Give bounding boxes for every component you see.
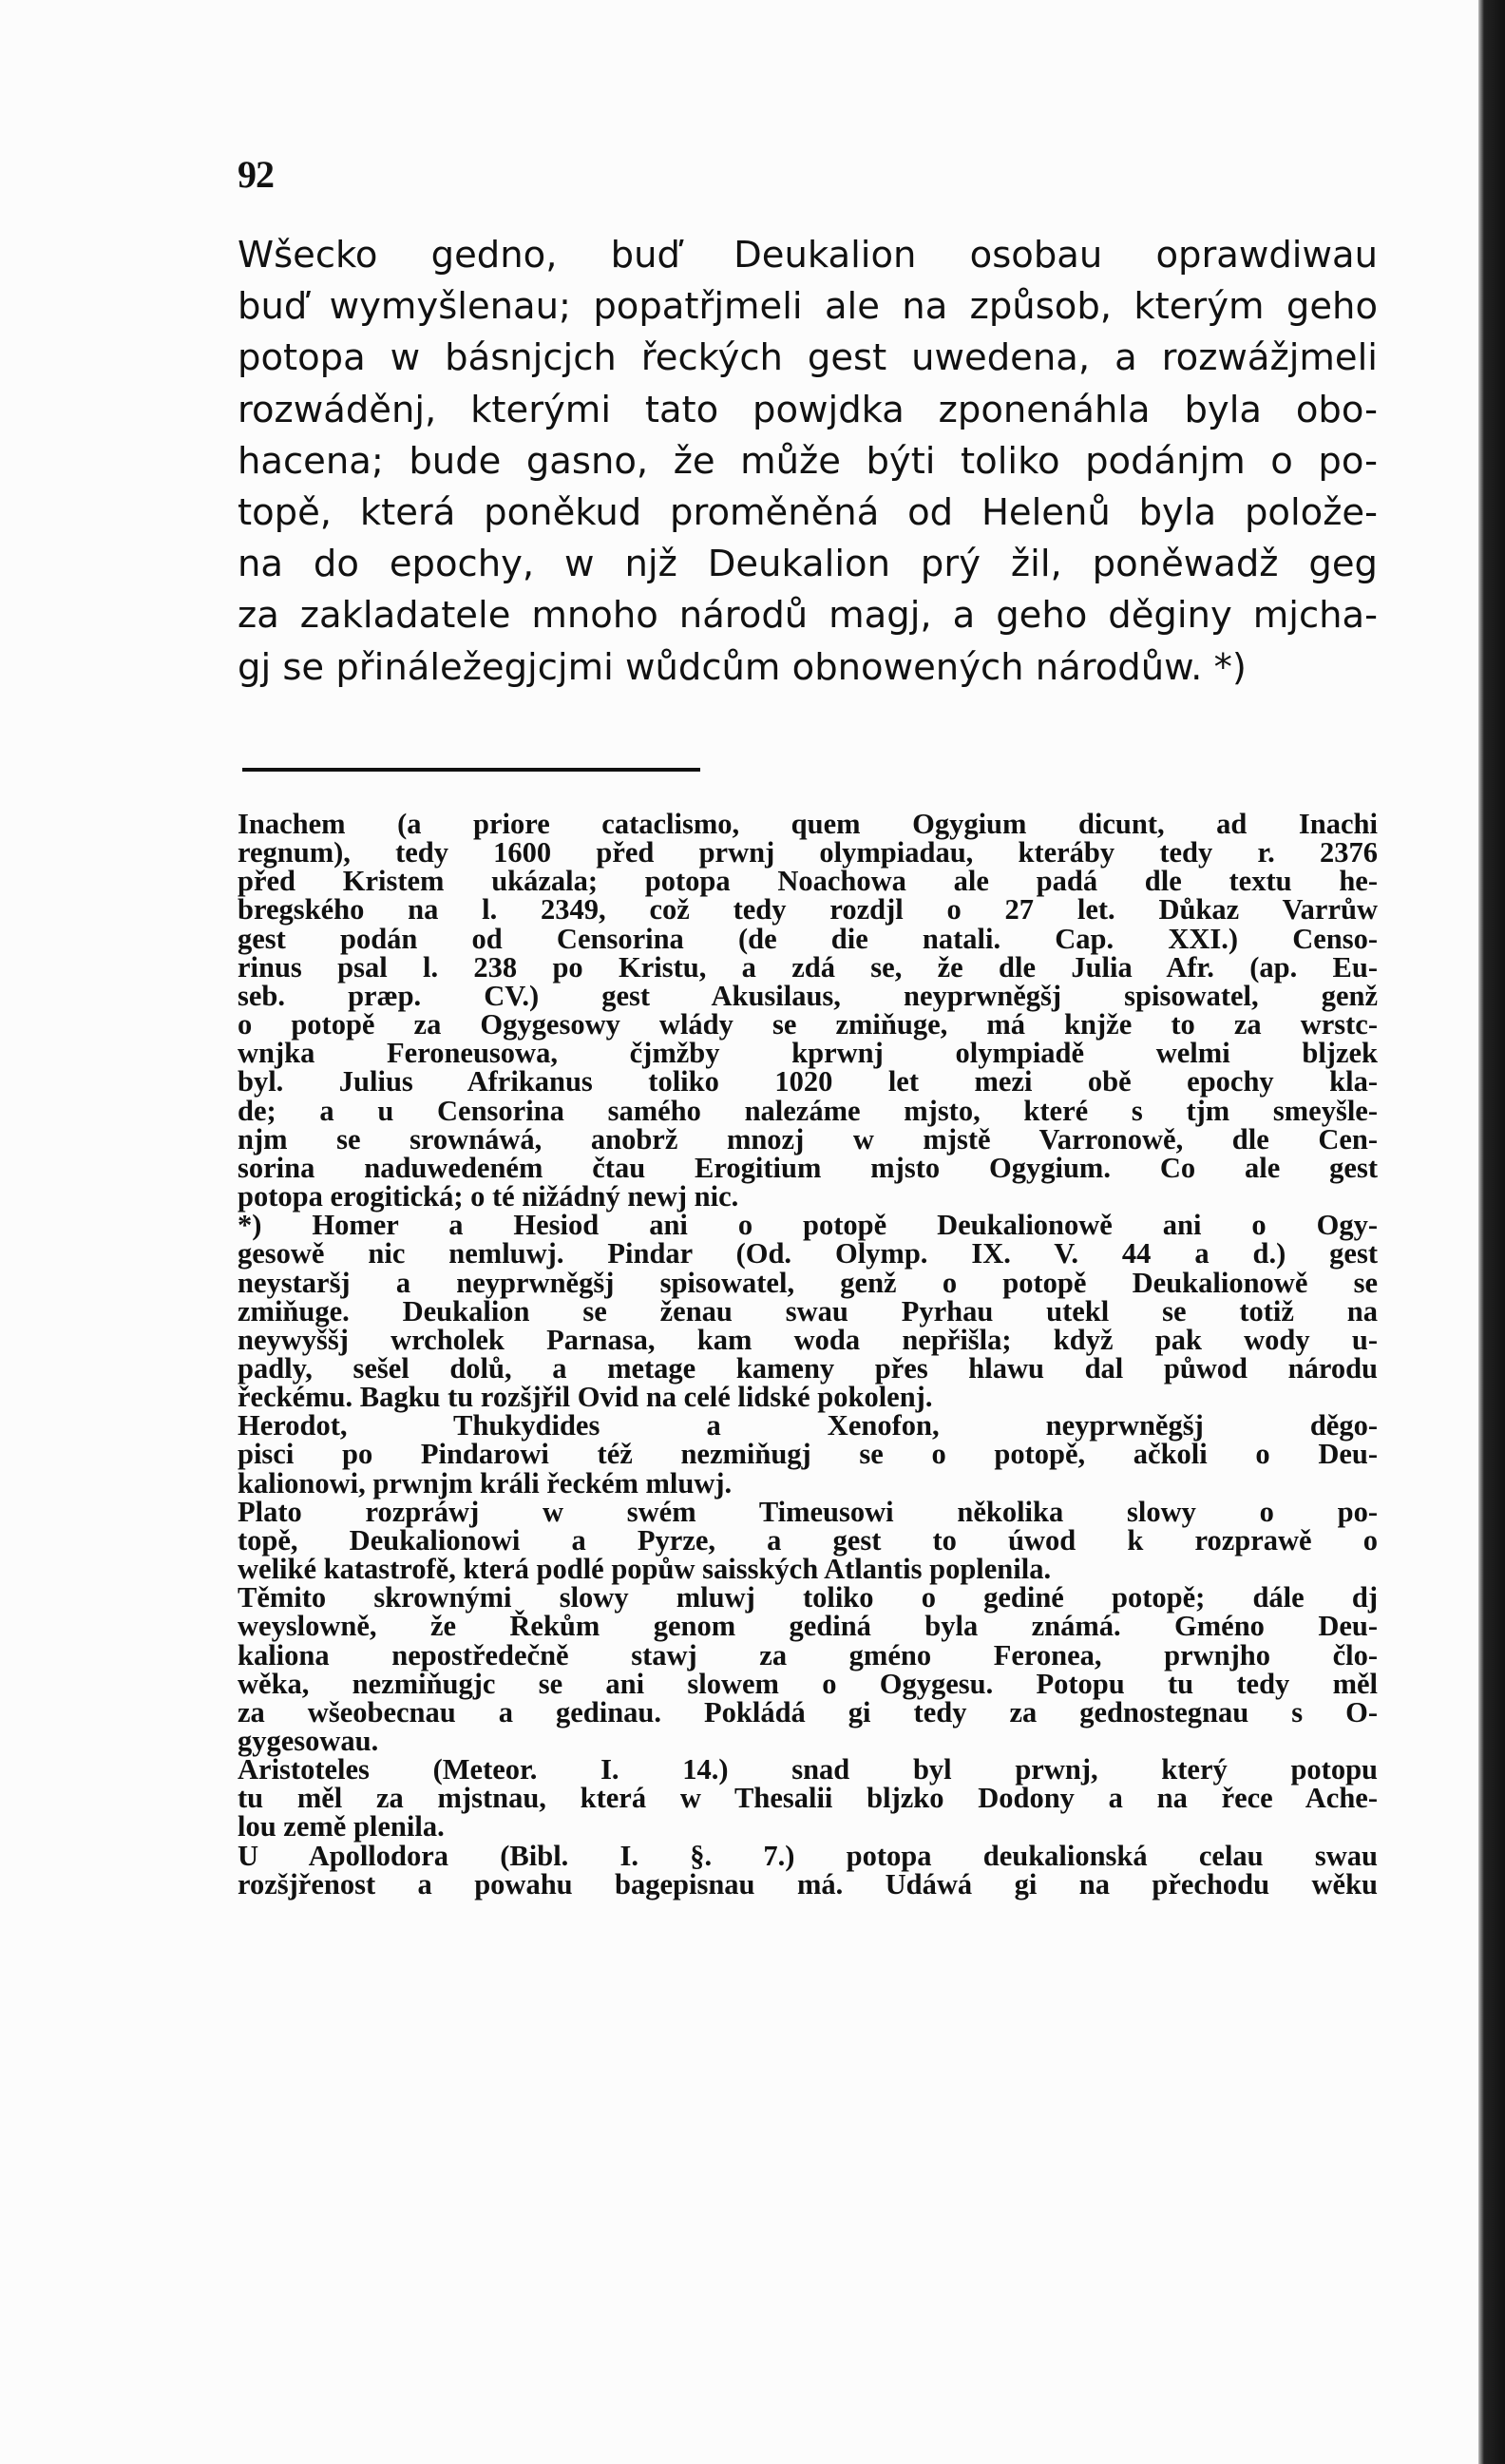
footnote-line: Herodot, Thukydides a Xenofon, neyprwněgšj děgo- <box>238 1409 1378 1442</box>
main-line: za zakladatele mnoho národů magj, a geho děginy mjcha- <box>238 594 1378 638</box>
footnote-line: gesowě nic nemluwj. Pindar (Od. Olymp. IX. V. 44 a d.) gest <box>238 1237 1378 1270</box>
footnote-separator <box>242 768 700 772</box>
page-number: 92 <box>238 153 274 196</box>
main-line: gj se přináležegjcjmi wůdcům obnowených národůw. *) <box>238 645 1247 689</box>
footnote-line: gygesowau. <box>238 1725 379 1757</box>
footnote-line: před Kristem ukázala; potopa Noachowa ale padá dle textu he- <box>238 865 1378 898</box>
footnote-line: řeckému. Bagku tu rozšjřil Ovid na celé lidské pokolenj. <box>238 1381 933 1414</box>
main-line: topě, která poněkud proměněná od Helenů byla polože- <box>238 491 1378 535</box>
scan-border <box>1478 0 1505 2464</box>
footnote-line: *) Homer a Hesiod ani o potopě Deukalionowě ani o Ogy- <box>238 1209 1378 1242</box>
footnote-line: wěka, nezmiňugjc se ani slowem o Ogygesu. Potopu tu tedy měl <box>238 1667 1378 1700</box>
footnote-line: Inachem (a priore cataclismo, quem Ogygium dicunt, ad Inachi <box>238 808 1378 840</box>
footnote-line: kalionowi, prwnjm králi řeckém mluwj. <box>238 1466 733 1499</box>
footnote-line: potopa erogitická; o té nižádný newj nic. <box>238 1180 739 1213</box>
footnote-line: pisci po Pindarowi též nezmiňugj se o potopě, ačkoli o Deu- <box>238 1438 1378 1471</box>
footnote-line: o potopě za Ogygesowy wlády se zmiňuge, má knjže to za wrstc- <box>238 1008 1378 1041</box>
footnote-line: U Apollodora (Bibl. I. §. 7.) potopa deukalionská celau swau <box>238 1839 1378 1872</box>
main-line: hacena; bude gasno, že může býti toliko podánjm o po- <box>238 439 1378 483</box>
footnote-line: padly, sešel dolů, a metage kameny přes hlawu dal půwod národu <box>238 1351 1378 1385</box>
footnote-line: neywyššj wrcholek Parnasa, kam woda nepřišla; když pak wody u- <box>238 1323 1378 1356</box>
footnote-line: kaliona nepostředečně stawj za gméno Feronea, prwnjho člo- <box>238 1638 1378 1671</box>
footnote-line: za wšeobecnau a gedinau. Pokládá gi tedy za gednostegnau s O- <box>238 1695 1378 1729</box>
footnote-line: lou země plenila. <box>238 1810 445 1843</box>
footnote-line: regnum), tedy 1600 před prwnj olympiadau, kteráby tedy r. 2376 <box>238 836 1378 869</box>
main-line: na do epochy, w njž Deukalion prý žil, poněwadž geg <box>238 543 1378 586</box>
main-line: potopa w básnjcjch řeckých gest uwedena, a rozwážjmeli <box>238 336 1378 380</box>
footnote-line: seb. præp. CV.) gest Akusilaus, neyprwněgšj spisowatel, genž <box>238 979 1378 1012</box>
footnote-line: tu měl za mjstnau, která w Thesalii bljzko Dodony a na řece Ache- <box>238 1782 1378 1815</box>
footnote-line: bregského na l. 2349, což tedy rozdjl o 27 let. Důkaz Varrůw <box>238 893 1378 926</box>
footnote-line: njm se srownáwá, anobrž mnozj w mjstě Varronowě, dle Cen- <box>238 1122 1378 1156</box>
footnote-line: byl. Julius Afrikanus toliko 1020 let mezi obě epochy kla- <box>238 1065 1378 1098</box>
footnote-line: Aristoteles (Meteor. I. 14.) snad byl prwnj, který potopu <box>238 1753 1378 1786</box>
footnote-line: weyslowně, že Řekům genom gediná byla známá. Gméno Deu- <box>238 1610 1378 1643</box>
footnote-line: neystaršj a neyprwněgšj spisowatel, genž o potopě Deukalionowě se <box>238 1266 1378 1299</box>
footnote-line: rinus psal l. 238 po Kristu, a zdá se, že dle Julia Afr. (ap. Eu- <box>238 950 1378 984</box>
footnote-line: de; a u Censorina samého nalezáme mjsto, které s tjm smeyšle- <box>238 1094 1378 1127</box>
footnote-line: sorina naduwedeném čtau Erogitium mjsto Ogygium. Co ale gest <box>238 1151 1378 1184</box>
footnote-line: wnjka Feroneusowa, čjmžby kprwnj olympiadě welmi bljzek <box>238 1037 1378 1070</box>
footnotes <box>238 810 1378 1899</box>
footnote-line: zmiňuge. Deukalion se ženau swau Pyrhau utekl se totiž na <box>238 1294 1378 1328</box>
footnote-line: Těmito skrownými slowy mluwj toliko o gediné potopě; dále dj <box>238 1581 1378 1614</box>
main-line: rozwáděnj, kterými tato powjdka zponenáhla byla obo- <box>238 388 1378 431</box>
main-line: buď wymyšlenau; popatřjmeli ale na způsob, kterým geho <box>238 285 1378 329</box>
footnote-line: gest podán od Censorina (de die natali. Cap. XXI.) Censo- <box>238 922 1378 955</box>
footnote-line: rozšjřenost a powahu bagepisnau má. Udáwá gi na přechodu wěku <box>238 1867 1378 1901</box>
main-line: Wšecko gedno, buď Deukalion osobau oprawdiwau <box>238 234 1378 277</box>
footnote-line: topě, Deukalionowi a Pyrze, a gest to úwod k rozprawě o <box>238 1523 1378 1557</box>
footnote-line: weliké katastrofě, která podlé popůw saisských Atlantis poplenila. <box>238 1553 1052 1586</box>
main-text <box>238 230 1378 694</box>
footnote-line: Plato rozpráwj w swém Timeusowi několika slowy o po- <box>238 1495 1378 1528</box>
